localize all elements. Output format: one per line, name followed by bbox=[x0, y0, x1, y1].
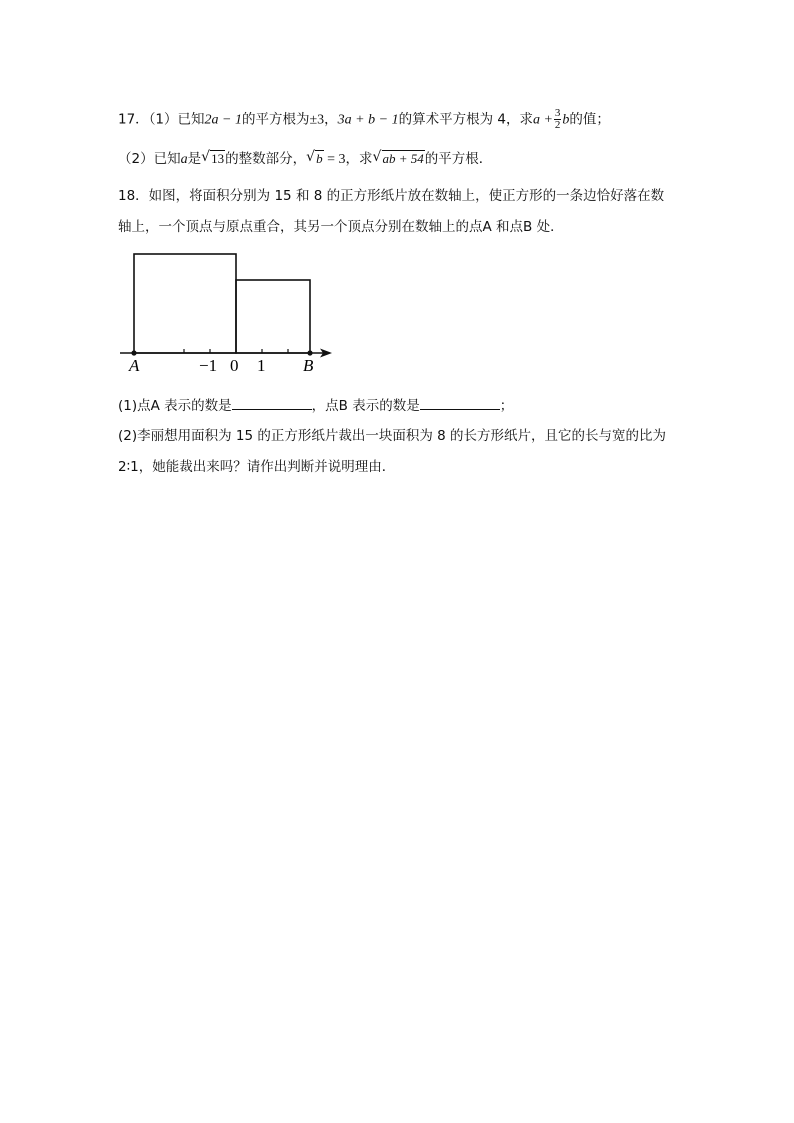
q17-part1-label: （1）已知 bbox=[148, 111, 205, 128]
sqrt-b: √ b bbox=[306, 149, 324, 169]
equals-3: = 3 bbox=[323, 152, 346, 167]
fraction-numerator: 3 bbox=[554, 107, 561, 119]
q17-text-3: 的值； bbox=[569, 111, 610, 128]
label-A: A bbox=[129, 356, 140, 375]
var-a: a bbox=[180, 152, 188, 167]
small-square bbox=[236, 280, 310, 353]
q18-sub1 bbox=[118, 395, 513, 416]
label-neg1: −1 bbox=[199, 356, 218, 375]
label-0: 0 bbox=[230, 356, 239, 375]
expr-3a-b-1: 3a + b − 1 bbox=[337, 112, 399, 128]
expr-b: b bbox=[562, 112, 570, 128]
large-square bbox=[134, 254, 236, 353]
sqrt-ab-54: √ ab + 54 bbox=[373, 149, 425, 169]
q18-sub2-line2: 2∶1，她能裁出来吗？请作出判断并说明理由． bbox=[118, 459, 396, 475]
q17-text-2: 的算术平方根为 4，求 bbox=[398, 111, 533, 128]
point-B-dot bbox=[307, 350, 312, 355]
label-1: 1 bbox=[257, 356, 266, 375]
answer-blank-B[interactable] bbox=[420, 395, 500, 410]
q17-text-6: ，求 bbox=[345, 151, 373, 167]
q18-sub1-end: ； bbox=[499, 398, 514, 414]
sqrt-13: √ 13 bbox=[201, 149, 225, 169]
q17-text-4: 是 bbox=[187, 151, 202, 167]
point-A-dot bbox=[131, 350, 136, 355]
expr-2a-1: 2a − 1 bbox=[204, 112, 242, 128]
q18-sub1-mid: ，点B 表示的数是 bbox=[311, 398, 420, 414]
q17-part2-label: （2）已知 bbox=[118, 151, 181, 167]
q18-sub2-line1: (2)李丽想用面积为 15 的正方形纸片裁出一块面积为 8 的长方形纸片，且它的长与宽的比为 bbox=[118, 428, 667, 444]
q17-text-5: 的整数部分， bbox=[225, 151, 307, 167]
q17-number: 17． bbox=[118, 111, 149, 128]
fraction-denominator: 2 bbox=[554, 119, 561, 131]
expr-a-plus: a + bbox=[532, 112, 553, 128]
label-B: B bbox=[303, 356, 314, 375]
q17-text-7: 的平方根． bbox=[424, 151, 493, 167]
plus-minus-3: ±3 bbox=[309, 112, 325, 128]
number-line-figure bbox=[0, 0, 794, 400]
answer-blank-A[interactable] bbox=[232, 395, 312, 410]
q18-sub1-prefix: (1)点A 表示的数是 bbox=[118, 398, 232, 414]
q17-text-1: 的平方根为 bbox=[241, 111, 310, 128]
q18-line2: 轴上，一个顶点与原点重合，其另一个顶点分别在数轴上的点A 和点B 处． bbox=[118, 219, 564, 235]
q17-sep: ， bbox=[324, 111, 338, 128]
q18-line1: 18．如图，将面积分别为 15 和 8 的正方形纸片放在数轴上，使正方形的一条边恰好落在数 bbox=[118, 188, 665, 204]
